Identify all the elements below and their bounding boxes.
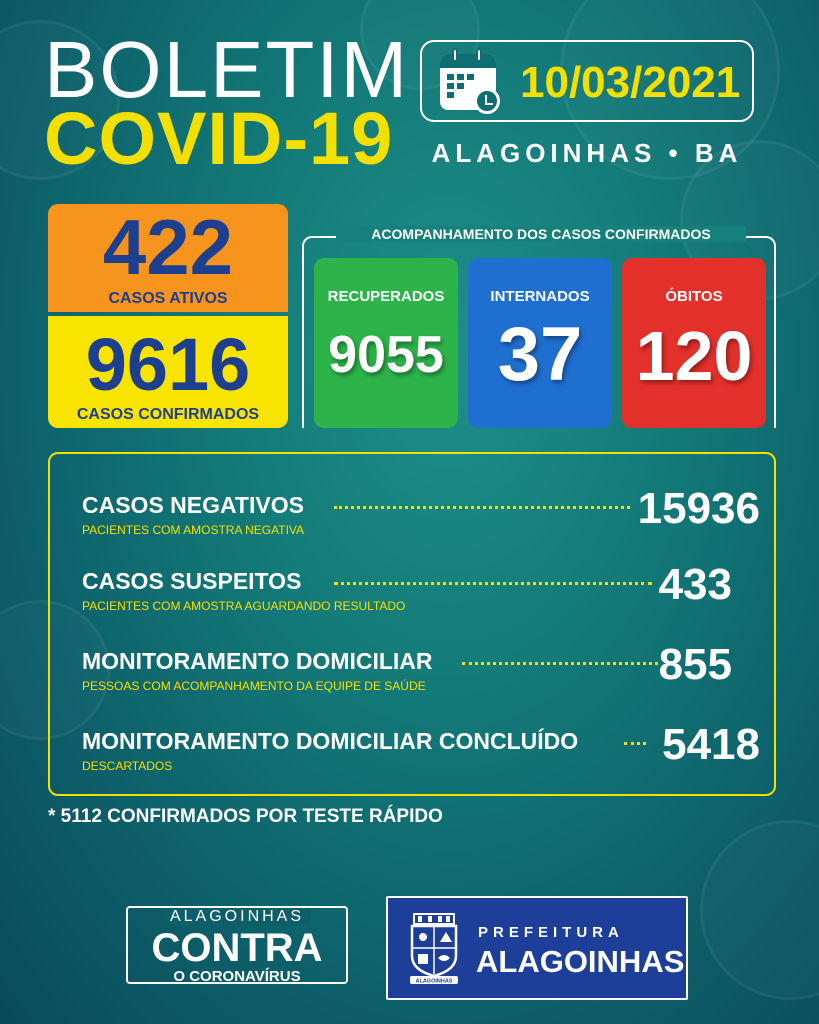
- tracking-title: ACOMPANHAMENTO DOS CASOS CONFIRMADOS: [336, 226, 746, 242]
- deaths-label: ÓBITOS: [665, 288, 723, 305]
- prefeitura-line2: ALAGOINHAS: [476, 944, 685, 979]
- title-covid: COVID-19: [44, 97, 394, 180]
- title-boletim: BOLETIM: [44, 25, 410, 114]
- dotted-leader: [334, 506, 630, 509]
- prefeitura-line1: PREFEITURA: [478, 924, 624, 941]
- detail-value: 855: [658, 640, 732, 689]
- deaths-value: 120: [635, 317, 753, 395]
- city-crest-icon: [406, 912, 462, 986]
- recovered-label: RECUPERADOS: [327, 288, 445, 305]
- dotted-leader: [462, 662, 658, 665]
- hospitalized-label: INTERNADOS: [490, 288, 590, 305]
- hospitalized-value: 37: [497, 312, 583, 397]
- detail-row-negative: [82, 484, 772, 537]
- location-label: ALAGOINHAS • BA: [431, 138, 743, 168]
- detail-value: 433: [658, 560, 732, 609]
- rapid-test-footnote: * 5112 CONFIRMADOS POR TESTE RÁPIDO: [48, 806, 443, 827]
- date-box: [420, 40, 754, 122]
- calendar-clock-icon: [440, 54, 496, 110]
- contra-logo-line1: ALAGOINHAS: [164, 908, 310, 926]
- active-cases-box: [48, 204, 288, 312]
- detail-row-home-monitoring: [82, 640, 772, 693]
- hospitalized-card: [468, 258, 612, 428]
- detail-title: CASOS SUSPEITOS: [82, 568, 302, 594]
- bulletin-date: 10/03/2021: [520, 58, 741, 107]
- detail-subtitle: DESCARTADOS: [82, 759, 173, 773]
- detail-subtitle: PACIENTES COM AMOSTRA AGUARDANDO RESULTADO: [82, 599, 406, 613]
- detail-subtitle: PACIENTES COM AMOSTRA NEGATIVA: [82, 523, 305, 537]
- recovered-value: 9055: [328, 326, 444, 384]
- confirmed-cases-value: 9616: [85, 323, 251, 406]
- detail-subtitle: PESSOAS COM ACOMPANHAMENTO DA EQUIPE DE SAÚDE: [82, 679, 426, 693]
- contra-logo-line3: O CORONAVÍRUS: [173, 968, 301, 985]
- deaths-card: [622, 258, 766, 428]
- detail-row-suspect: [82, 560, 772, 613]
- detail-value: 5418: [662, 720, 760, 769]
- contra-coronavirus-logo: [126, 906, 348, 984]
- recovered-card: [314, 258, 458, 428]
- details-box: [48, 452, 776, 796]
- active-cases-value: 422: [102, 203, 234, 291]
- detail-title: CASOS NEGATIVOS: [82, 492, 304, 518]
- crest-caption: ALAGOINHAS: [415, 978, 453, 985]
- detail-value: 15936: [637, 484, 760, 533]
- active-cases-label: CASOS ATIVOS: [108, 290, 228, 307]
- detail-row-home-monitoring-concluded: [82, 720, 772, 773]
- confirmed-cases-label: CASOS CONFIRMADOS: [76, 406, 260, 423]
- dotted-leader: [334, 582, 652, 585]
- detail-title: MONITORAMENTO DOMICILIAR CONCLUÍDO: [82, 728, 579, 754]
- confirmed-cases-box: [48, 316, 288, 428]
- detail-title: MONITORAMENTO DOMICILIAR: [82, 648, 433, 674]
- contra-logo-line2: CONTRA: [151, 926, 323, 970]
- prefeitura-logo: [386, 896, 688, 1000]
- dotted-leader: [624, 742, 646, 745]
